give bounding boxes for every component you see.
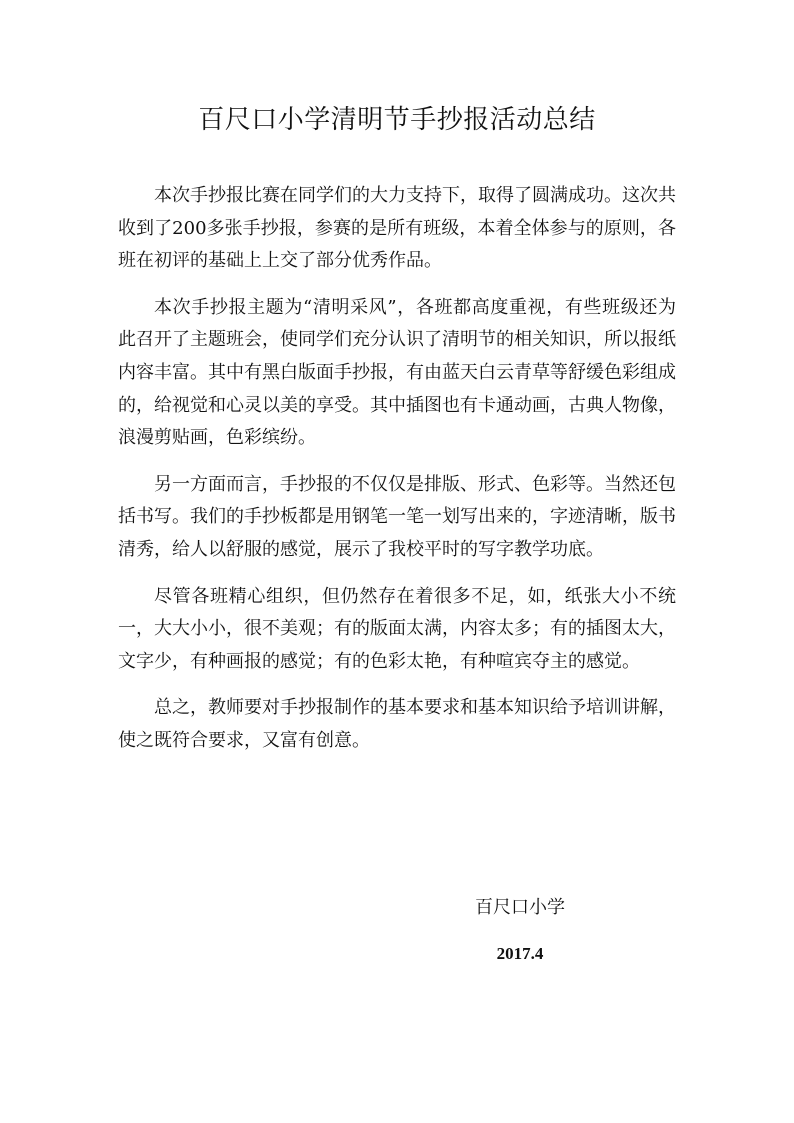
signature-block bbox=[400, 892, 640, 970]
signature-date: 2017.4 bbox=[496, 944, 544, 963]
document-body bbox=[118, 180, 676, 772]
paragraph-5: 总之，教师要对手抄报制作的基本要求和基本知识给予培训讲解，使之既符合要求，又富有创意。 bbox=[118, 697, 676, 751]
signature-organization: 百尺口小学 bbox=[475, 897, 565, 918]
paragraph-2: 本次手抄报主题为“清明采风”，各班都高度重视，有些班级还为此召开了主题班会，使同学们充分认识了清明节的相关知识，所以报纸内容丰富。其中有黑白版面手抄报，有由蓝天白云青草等舒缓色彩组成的，给视觉和心灵以美的享受。其中插图也有卡通动画，古典人物像，浪漫剪贴画，色彩缤纷。 bbox=[118, 296, 676, 449]
paragraph-3: 另一方面而言，手抄报的不仅仅是排版、形式、色彩等。当然还包括书写。我们的手抄板都是用钢笔一笔一划写出来的，字迹清晰，版书清秀，给人以舒服的感觉，展示了我校平时的写字教学功底。 bbox=[118, 473, 676, 560]
paragraph-4: 尽管各班精心组织，但仍然存在着很多不足，如，纸张大小不统一，大大小小，很不美观；有的版面太满，内容太多；有的插图太大，文字少，有种画报的感觉；有的色彩太艳，有种喧宾夺主的感觉。 bbox=[118, 585, 676, 672]
document-title: 百尺口小学清明节手抄报活动总结 bbox=[198, 105, 596, 135]
paragraph-1: 本次手抄报比赛在同学们的大力支持下，取得了圆满成功。这次共收到了200多张手抄报，参赛的是所有班级，本着全体参与的原则，各班在初评的基础上上交了部分优秀作品。 bbox=[118, 185, 676, 272]
